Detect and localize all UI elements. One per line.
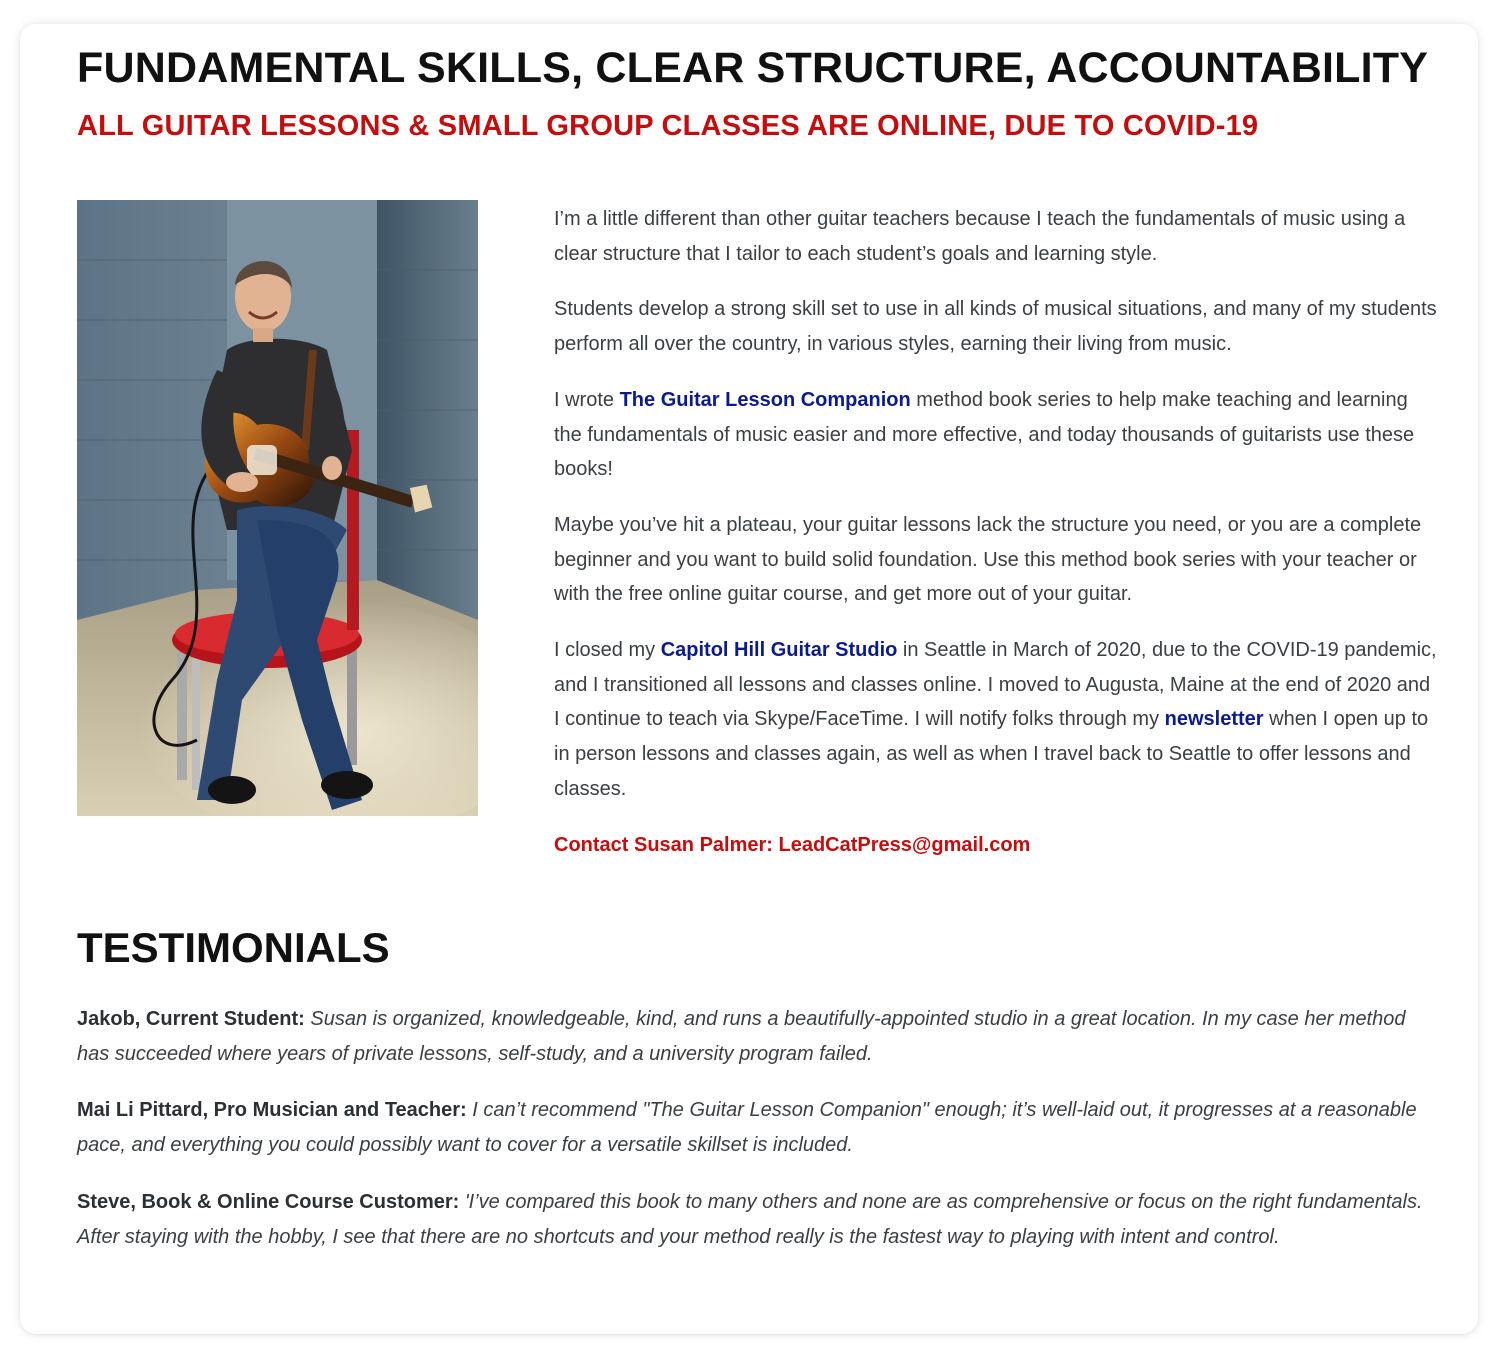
bio-paragraph-1: I’m a little different than other guitar teachers because I teach the fundamentals of music using a clear structure that I tailor to each student’s goals and learning style. <box>554 208 1406 265</box>
testimonial-quote: I can’t recommend "The Guitar Lesson Companion" enough; it’s well-laid out, it progresses at a reasonable pace, and everything you could possibly want to cover for a versatile skillset is included. <box>77 1099 1417 1157</box>
contact-email-link[interactable]: Contact Susan Palmer: LeadCatPress@gmail.com <box>554 833 1031 856</box>
newsletter-link[interactable]: newsletter <box>1164 708 1264 731</box>
testimonials-list <box>77 1002 1429 1276</box>
bio-text: when I open up to in person lessons and classes again, as well as when I travel back to Seattle to offer lessons and classes. <box>554 708 1429 800</box>
bio-paragraph-2: Students develop a strong skill set to use in all kinds of musical situations, and many of my students perform all over the country, in various styles, earning their living from music. <box>554 298 1437 356</box>
bio-paragraph-3 <box>554 383 1439 487</box>
testimonial-quote: 'I’ve compared this book to many others and none are as comprehensive or focus on the right fundamentals. After staying with the hobby, I see that there are no shortcuts and your method really is the fastest way to playing with intent and control. <box>77 1190 1423 1248</box>
bio-section <box>554 202 1439 883</box>
guitar-lesson-companion-link[interactable]: The Guitar Lesson Companion <box>619 388 911 411</box>
teacher-with-guitar-photo-icon <box>77 200 478 816</box>
testimonial-quote: Susan is organized, knowledgeable, kind, and runs a beautifully-appointed studio in a great location. In my case her method has succeeded where years of private lessons, self-study, and a university program failed. <box>77 1008 1406 1065</box>
testimonial-item <box>77 1002 1429 1071</box>
testimonial-author: Jakob, Current Student: <box>77 1008 305 1030</box>
bio-text: I wrote <box>554 388 620 411</box>
testimonial-author: Mai Li Pittard, Pro Musician and Teacher: <box>77 1099 467 1122</box>
covid-notice: ALL GUITAR LESSONS & SMALL GROUP CLASSES ARE ONLINE, DUE TO COVID-19 <box>77 110 1259 142</box>
bio-paragraph-4: Maybe you’ve hit a plateau, your guitar lessons lack the structure you need, or you are a complete beginner and you want to build solid foundation. Use this method book series with your teacher or with the free online guitar course, and get more out of your guitar. <box>554 513 1422 606</box>
testimonials-heading: TESTIMONIALS <box>77 924 390 971</box>
testimonial-author: Steve, Book & Online Course Customer: <box>77 1190 460 1213</box>
capitol-hill-guitar-studio-link[interactable]: Capitol Hill Guitar Studio <box>660 639 898 662</box>
bio-paragraph-5 <box>554 633 1439 807</box>
bio-text: method book series to help make teaching and learning the fundamentals of music easier and more effective, and today thousands of guitarists use these books! <box>554 388 1415 481</box>
testimonial-item <box>77 1093 1429 1162</box>
bio-text: in Seattle in March of 2020, due to the COVID-19 pandemic, and I transitioned all lessons and classes online. I moved to Augusta, Maine at the end of 2020 and I continue to teach via Skype/FaceTime. I will notify folks through my <box>554 639 1437 731</box>
page-title: FUNDAMENTAL SKILLS, CLEAR STRUCTURE, ACCOUNTABILITY <box>77 44 1429 92</box>
content-card <box>20 24 1478 1334</box>
testimonial-item <box>77 1185 1429 1254</box>
teacher-photo <box>77 200 478 816</box>
bio-text: I closed my <box>554 639 661 662</box>
